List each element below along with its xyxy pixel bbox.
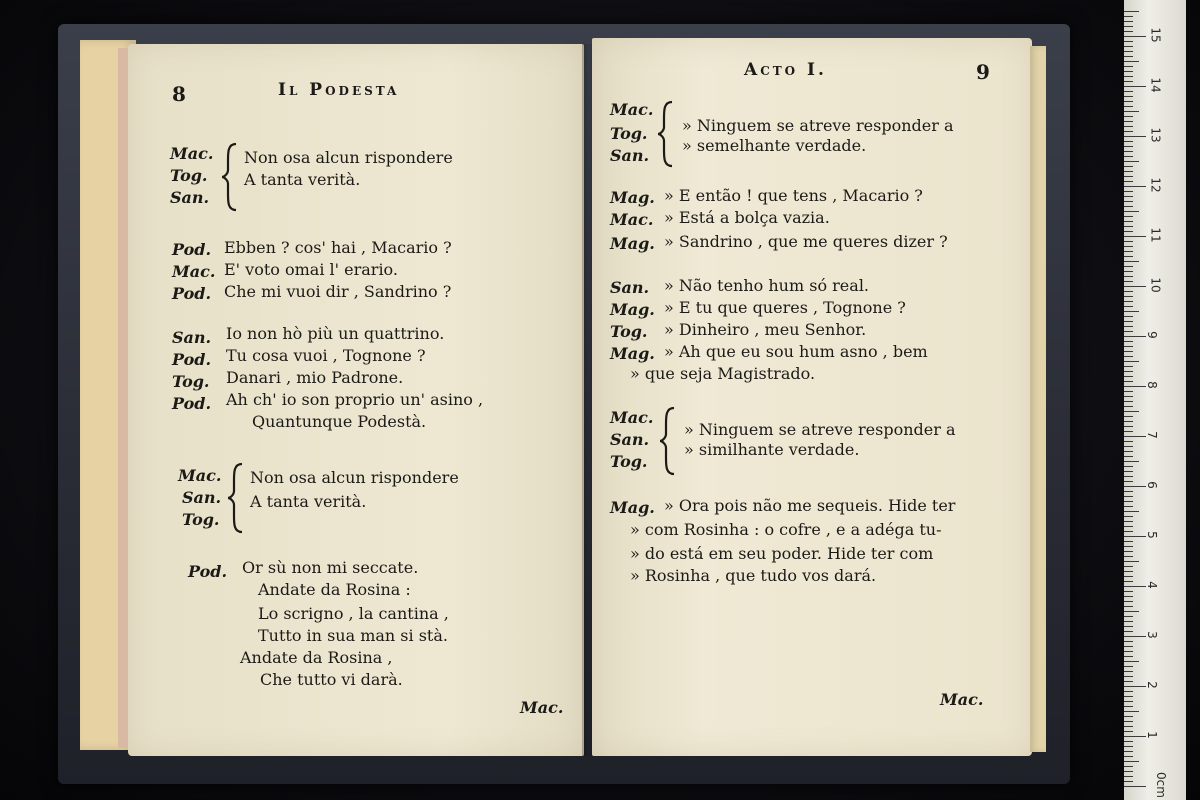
verse-line: Lo scrigno , la cantina , (258, 604, 449, 623)
ruler-tick (1124, 581, 1133, 582)
ruler-tick (1124, 121, 1133, 122)
prose-line: » Ora pois não me sequeis. Hide ter (664, 496, 956, 515)
ruler-label: 1 (1144, 731, 1159, 739)
ruler-tick (1124, 306, 1133, 307)
prose-line: » Rosinha , que tudo vos dará. (630, 566, 877, 585)
ruler-tick (1124, 241, 1133, 242)
catchword: Mac. (520, 698, 564, 717)
ruler-tick (1124, 481, 1133, 482)
verse-line: Ah ch' io son proprio un' asino , (226, 390, 484, 409)
ruler-tick (1124, 251, 1133, 252)
ruler-tick (1124, 736, 1146, 737)
ruler-tick (1124, 191, 1133, 192)
ruler-tick (1124, 161, 1139, 162)
ruler-tick (1124, 261, 1139, 262)
ruler-tick (1124, 446, 1133, 447)
ruler-tick (1124, 21, 1133, 22)
ruler-label: 4 (1144, 581, 1159, 589)
ruler-tick (1124, 636, 1146, 637)
verse-line: Tutto in sua man si stà. (258, 626, 448, 645)
ruler-tick (1124, 551, 1133, 552)
ruler-tick (1124, 686, 1146, 687)
ruler-tick (1124, 576, 1133, 577)
speaker-label: Tog. (610, 124, 648, 143)
ruler-tick (1124, 491, 1133, 492)
ruler-tick (1124, 76, 1133, 77)
ruler-tick (1124, 361, 1139, 362)
verse-line: Io non hò più un quattrino. (226, 324, 445, 343)
curly-brace-icon (656, 100, 676, 168)
ruler-tick (1124, 141, 1133, 142)
ruler-tick (1124, 326, 1133, 327)
verse-line: » semelhante verdade. (682, 136, 867, 155)
ruler-tick (1124, 776, 1133, 777)
speaker-label: Pod. (172, 394, 212, 413)
speaker-label: Tog. (182, 510, 220, 529)
ruler-tick (1124, 221, 1133, 222)
ruler-tick (1124, 111, 1139, 112)
ruler-label: 5 (1144, 531, 1159, 539)
verse-line: » E então ! que tens , Macario ? (664, 186, 923, 205)
ruler-tick (1124, 351, 1133, 352)
ruler-tick (1124, 281, 1133, 282)
ruler-tick (1124, 416, 1133, 417)
ruler-tick (1124, 216, 1133, 217)
ruler-tick (1124, 646, 1133, 647)
ruler-tick (1124, 151, 1133, 152)
verse-line: Andate da Rosina , (240, 648, 393, 667)
ruler-tick (1124, 71, 1133, 72)
ruler-label: 12 (1148, 177, 1163, 193)
ruler-tick (1124, 106, 1133, 107)
ruler-tick (1124, 296, 1133, 297)
verse-line: » Sandrino , que me queres dizer ? (664, 232, 948, 251)
ruler-tick (1124, 286, 1146, 287)
ruler-tick (1124, 16, 1133, 17)
left-page-number: 8 (172, 82, 186, 106)
ruler-tick (1124, 41, 1133, 42)
verse-line: Che mi vuoi dir , Sandrino ? (224, 282, 452, 301)
speaker-label: Mac. (172, 262, 216, 281)
ruler-tick (1124, 591, 1133, 592)
ruler-tick (1124, 781, 1133, 782)
ruler-tick (1124, 411, 1139, 412)
ruler-tick (1124, 606, 1133, 607)
ruler-tick (1124, 486, 1146, 487)
speaker-label: Mag. (610, 344, 655, 363)
ruler-tick (1124, 496, 1133, 497)
verse-line: Tu cosa vuoi , Tognone ? (226, 346, 426, 365)
ruler-label: 15 (1148, 27, 1163, 43)
ruler-tick (1124, 366, 1133, 367)
ruler-tick (1124, 706, 1133, 707)
ruler-tick (1124, 601, 1133, 602)
ruler-tick (1124, 471, 1133, 472)
ruler-tick (1124, 426, 1133, 427)
ruler-tick (1124, 661, 1139, 662)
verse-line: » Está a bolça vazia. (664, 208, 830, 227)
ruler-tick (1124, 751, 1133, 752)
ruler-tick (1124, 456, 1133, 457)
ruler-tick (1124, 176, 1133, 177)
ruler-tick (1124, 86, 1146, 87)
ruler-tick (1124, 666, 1133, 667)
ruler-tick (1124, 31, 1133, 32)
ruler-tick (1124, 541, 1133, 542)
ruler-tick (1124, 631, 1133, 632)
ruler-tick (1124, 196, 1133, 197)
verse-line: » Ninguem se atreve responder a (682, 116, 954, 135)
ruler-tick (1124, 741, 1133, 742)
ruler-tick (1124, 291, 1133, 292)
curly-brace-icon (658, 406, 678, 476)
speaker-label: San. (610, 146, 650, 165)
ruler-tick (1124, 596, 1133, 597)
ruler-tick (1124, 711, 1139, 712)
ruler-tick (1124, 441, 1133, 442)
ruler-label: 6 (1144, 481, 1159, 489)
ruler-tick (1124, 266, 1133, 267)
speaker-label: San. (172, 328, 212, 347)
ruler-tick (1124, 561, 1139, 562)
ruler-tick (1124, 66, 1133, 67)
verse-line: A tanta verità. (244, 170, 361, 189)
ruler-tick (1124, 11, 1139, 12)
ruler-tick (1124, 126, 1133, 127)
ruler-tick (1124, 516, 1133, 517)
verse-line: Danari , mio Padrone. (226, 368, 404, 387)
speaker-label: San. (610, 430, 650, 449)
right-running-header: Acto I. (744, 60, 827, 80)
ruler-tick (1124, 51, 1133, 52)
verse-line: » Ninguem se atreve responder a (684, 420, 956, 439)
ruler-tick (1124, 331, 1133, 332)
ruler-tick (1124, 156, 1133, 157)
verse-line: » que seja Magistrado. (630, 364, 816, 383)
ruler-tick (1124, 276, 1133, 277)
ruler-tick (1124, 626, 1133, 627)
ruler-tick (1124, 146, 1133, 147)
ruler-tick (1124, 181, 1133, 182)
ruler-tick (1124, 536, 1146, 537)
ruler-tick (1124, 336, 1146, 337)
speaker-label: Mag. (610, 234, 655, 253)
ruler-tick (1124, 341, 1133, 342)
ruler-tick (1124, 211, 1139, 212)
speaker-label: Mac. (170, 144, 214, 163)
speaker-label: San. (170, 188, 210, 207)
ruler-tick (1124, 36, 1146, 37)
ruler-tick (1124, 421, 1133, 422)
page-edges-right (1030, 46, 1046, 752)
speaker-label: Tog. (170, 166, 208, 185)
verse-line: E' voto omai l' erario. (224, 260, 398, 279)
speaker-label: Mac. (610, 100, 654, 119)
left-running-header: Il Podesta (278, 80, 400, 100)
ruler-tick (1124, 506, 1133, 507)
ruler-tick (1124, 716, 1133, 717)
ruler-tick (1124, 671, 1133, 672)
ruler-tick (1124, 301, 1133, 302)
speaker-label: San. (182, 488, 222, 507)
ruler-tick (1124, 476, 1133, 477)
curly-brace-icon (226, 462, 246, 534)
ruler-label: 14 (1148, 77, 1163, 93)
ruler-tick (1124, 136, 1146, 137)
ruler-label: 0cm (1153, 772, 1168, 798)
ruler-tick (1124, 566, 1133, 567)
ruler-tick (1124, 381, 1133, 382)
ruler-tick (1124, 316, 1133, 317)
ruler-tick (1124, 256, 1133, 257)
ruler-tick (1124, 691, 1133, 692)
ruler-tick (1124, 546, 1133, 547)
verse-line: Non osa alcun rispondere (244, 148, 453, 167)
speaker-label: Tog. (610, 322, 648, 341)
ruler-label: 10 (1148, 277, 1163, 293)
ruler-tick (1124, 166, 1133, 167)
ruler-tick (1124, 621, 1133, 622)
ruler-tick (1124, 246, 1133, 247)
speaker-label: Mag. (610, 498, 655, 517)
ruler-tick (1124, 701, 1133, 702)
ruler-label: 13 (1148, 127, 1163, 143)
ruler-tick (1124, 746, 1133, 747)
ruler-tick (1124, 556, 1133, 557)
ruler-tick (1124, 406, 1133, 407)
verse-line: Ebben ? cos' hai , Macario ? (224, 238, 452, 257)
ruler-tick (1124, 656, 1133, 657)
ruler-tick (1124, 436, 1146, 437)
ruler-tick (1124, 681, 1133, 682)
speaker-label: Pod. (172, 284, 212, 303)
speaker-label: Mac. (610, 210, 654, 229)
ruler-label: 7 (1144, 431, 1159, 439)
ruler-label: 3 (1144, 631, 1159, 639)
speaker-label: Pod. (172, 350, 212, 369)
ruler-tick (1124, 131, 1133, 132)
speaker-label: Pod. (172, 240, 212, 259)
ruler-tick (1124, 786, 1146, 787)
ruler-tick (1124, 586, 1146, 587)
right-page-number: 9 (976, 60, 990, 84)
verse-line: Quantunque Podestà. (252, 412, 427, 431)
ruler-tick (1124, 391, 1133, 392)
verse-line: » Dinheiro , meu Senhor. (664, 320, 867, 339)
ruler-tick (1124, 271, 1133, 272)
ruler-tick (1124, 721, 1133, 722)
speaker-label: Tog. (610, 452, 648, 471)
speaker-label: Mag. (610, 188, 655, 207)
ruler-tick (1124, 431, 1133, 432)
ruler-tick (1124, 56, 1133, 57)
catchword: Mac. (940, 690, 984, 709)
verse-line: » Ah que eu sou hum asno , bem (664, 342, 928, 361)
ruler-label: 11 (1148, 227, 1163, 243)
verse-line: » similhante verdade. (684, 440, 860, 459)
ruler-tick (1124, 171, 1133, 172)
ruler-tick (1124, 376, 1133, 377)
speaker-label: Mac. (178, 466, 222, 485)
verse-line: » E tu que queres , Tognone ? (664, 298, 906, 317)
ruler-tick (1124, 346, 1133, 347)
ruler-label: 9 (1144, 331, 1159, 339)
ruler-tick (1124, 101, 1133, 102)
ruler-tick (1124, 226, 1133, 227)
verse-line: Andate da Rosina : (258, 580, 411, 599)
ruler-tick (1124, 201, 1133, 202)
right-page (592, 38, 1032, 756)
ruler-tick (1124, 771, 1133, 772)
measurement-ruler (1124, 0, 1186, 800)
ruler-tick (1124, 321, 1133, 322)
ruler-tick (1124, 186, 1146, 187)
ruler-tick (1124, 651, 1133, 652)
left-page (128, 44, 584, 756)
ruler-tick (1124, 461, 1139, 462)
ruler-tick (1124, 81, 1133, 82)
speaker-label: Tog. (172, 372, 210, 391)
ruler-tick (1124, 731, 1133, 732)
speaker-label: Pod. (188, 562, 228, 581)
ruler-tick (1124, 511, 1139, 512)
verse-line: A tanta verità. (250, 492, 367, 511)
ruler-tick (1124, 676, 1133, 677)
ruler-tick (1124, 356, 1133, 357)
ruler-tick (1124, 531, 1133, 532)
ruler-tick (1124, 46, 1133, 47)
ruler-tick (1124, 236, 1146, 237)
verse-line: Non osa alcun rispondere (250, 468, 459, 487)
ruler-tick (1124, 26, 1133, 27)
ruler-tick (1124, 116, 1133, 117)
ruler-tick (1124, 726, 1133, 727)
ruler-tick (1124, 396, 1133, 397)
ruler-tick (1124, 231, 1133, 232)
curly-brace-icon (220, 142, 240, 212)
ruler-label: 8 (1144, 381, 1159, 389)
prose-line: » com Rosinha : o cofre , e a adéga tu- (630, 520, 942, 539)
ruler-tick (1124, 501, 1133, 502)
ruler-tick (1124, 371, 1133, 372)
ruler-tick (1124, 386, 1146, 387)
ruler-tick (1124, 311, 1139, 312)
ruler-tick (1124, 761, 1139, 762)
ruler-tick (1124, 206, 1133, 207)
verse-line: Or sù non mi seccate. (242, 558, 419, 577)
ruler-tick (1124, 766, 1133, 767)
ruler-label: 2 (1144, 681, 1159, 689)
ruler-tick (1124, 91, 1133, 92)
verse-line: Che tutto vi darà. (260, 670, 403, 689)
ruler-tick (1124, 466, 1133, 467)
ruler-tick (1124, 571, 1133, 572)
ruler-tick (1124, 756, 1133, 757)
ruler-tick (1124, 616, 1133, 617)
ruler-tick (1124, 611, 1139, 612)
ruler-tick (1124, 521, 1133, 522)
ruler-tick (1124, 96, 1133, 97)
ruler-tick (1124, 526, 1133, 527)
prose-line: » do está em seu poder. Hide ter com (630, 544, 934, 563)
ruler-tick (1124, 451, 1133, 452)
speaker-label: Mag. (610, 300, 655, 319)
verse-line: » Não tenho hum só real. (664, 276, 870, 295)
ruler-tick (1124, 401, 1133, 402)
ruler-tick (1124, 641, 1133, 642)
speaker-label: San. (610, 278, 650, 297)
ruler-tick (1124, 696, 1133, 697)
ruler-tick (1124, 61, 1139, 62)
speaker-label: Mac. (610, 408, 654, 427)
